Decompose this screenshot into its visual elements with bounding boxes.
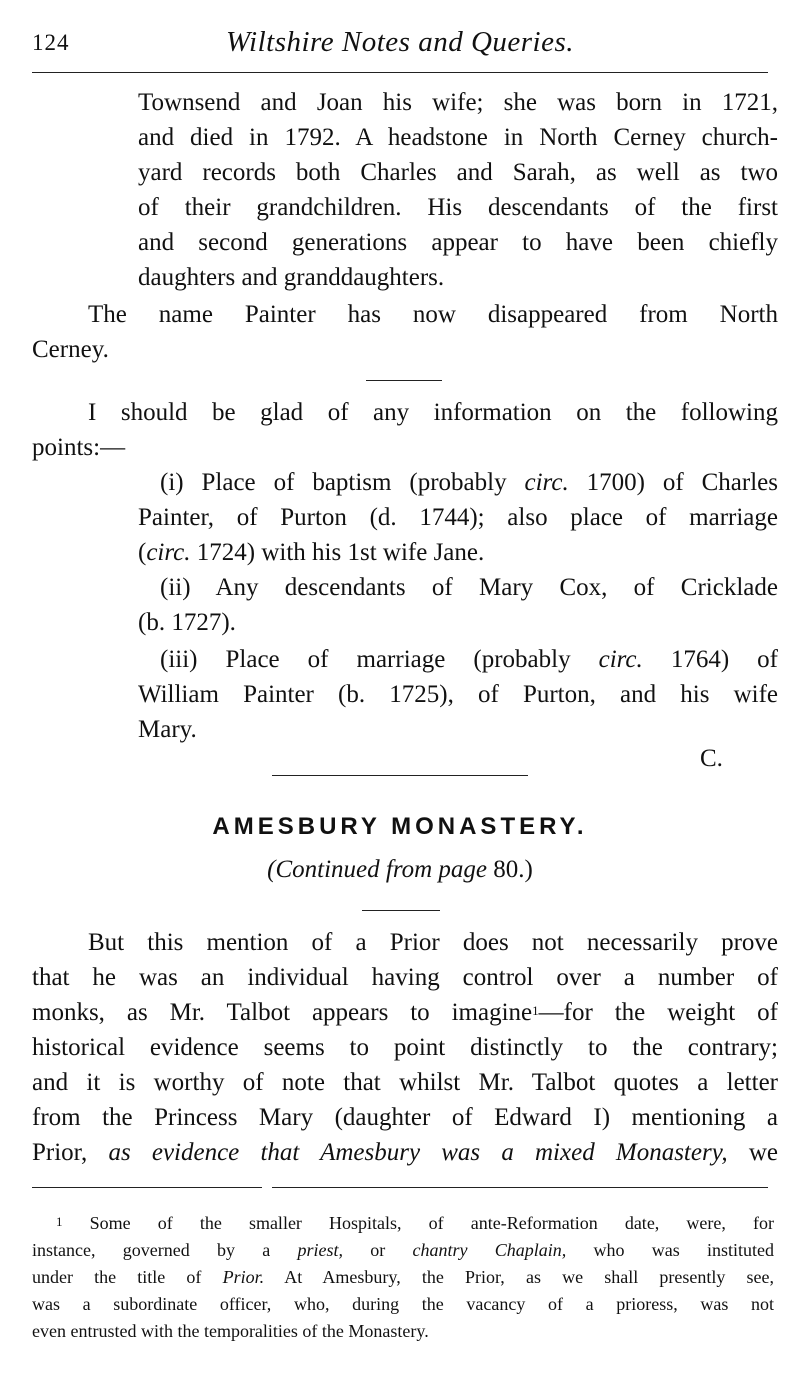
text-span: Prior, (32, 1139, 109, 1166)
text-span: At Amesbury, the Prior, as we shall presently see, (264, 1267, 775, 1287)
text-span: 1724) with his 1st wife Jane. (190, 539, 485, 566)
text-span: or (342, 1240, 413, 1260)
text-span: under the title of (32, 1267, 223, 1287)
text-span: Some of the smaller Hospitals, of ante-Reformation date, were, for (62, 1213, 774, 1233)
body-line: of their grandchildren. His descendants of the first (138, 194, 778, 221)
article-title: AMESBURY MONASTERY. (212, 813, 588, 840)
query-line (160, 468, 778, 498)
body-line: The name Painter has now disappeared from North (88, 301, 778, 328)
italic-span: circ. (598, 646, 643, 673)
body-line: But this mention of a Prior does not necessarily prove (88, 929, 778, 956)
query-line: William Painter (b. 1725), of Purton, and his wife (138, 681, 778, 708)
text-span: (iii) Place of marriage (probably (160, 646, 599, 673)
text-span: 1700) of Charles (568, 469, 778, 496)
text-span: monks, as Mr. Talbot appears to imagine (32, 999, 533, 1026)
body-line: and died in 1792. A headstone in North Cerney church- (138, 124, 778, 151)
query-line: Painter, of Purton (d. 1744); also place of marriage (138, 504, 778, 531)
body-line: daughters and granddaughters. (138, 264, 445, 291)
query-line (160, 645, 778, 675)
header-rule (32, 72, 768, 73)
footnote-line: even entrusted with the temporalities of the Monastery. (32, 1321, 429, 1341)
text-span: instance, governed by a (32, 1240, 298, 1260)
footnote-line (32, 1239, 774, 1262)
italic-span: as evidence that Amesbury was a mixed Monastery, (108, 1139, 728, 1166)
query-line: (b. 1727). (138, 609, 236, 636)
article-subtitle (0, 856, 800, 884)
body-line (32, 1138, 778, 1168)
signature: C. (700, 745, 723, 772)
section-divider (362, 910, 440, 911)
text-span: 1764) of (642, 646, 778, 673)
text-span: (Continued from page (267, 856, 494, 883)
text-span: ( (138, 539, 147, 566)
running-header (32, 22, 768, 62)
body-line: and second generations appear to have been chiefly (138, 229, 778, 256)
footnote-line (32, 1266, 774, 1289)
italic-span: chantry Chaplain, (412, 1240, 567, 1260)
text-span: (i) Place of baptism (probably (160, 469, 525, 496)
section-divider (366, 380, 442, 381)
text-span: who was instituted (566, 1240, 775, 1260)
footnote-rule (272, 1187, 768, 1188)
body-line: yard records both Charles and Sarah, as well as two (138, 159, 778, 186)
query-line: Mary. (138, 716, 197, 743)
body-line: and it is worthy of note that whilst Mr. Talbot quotes a letter (32, 1069, 778, 1096)
body-line: Townsend and Joan his wife; she was born in 1721, (138, 89, 778, 116)
italic-span: priest, (297, 1240, 343, 1260)
running-title: Wiltshire Notes and Queries. (225, 26, 575, 58)
query-line: (ii) Any descendants of Mary Cox, of Cricklade (160, 574, 778, 601)
body-line (32, 998, 778, 1028)
body-line: from the Princess Mary (daughter of Edward I) mentioning a (32, 1104, 778, 1131)
text-span: 80.) (493, 856, 533, 883)
body-line: that he was an individual having control over a number of (32, 964, 778, 991)
text-span: —for the weight of (538, 999, 778, 1026)
footnote-marker: 1 (532, 1003, 539, 1018)
section-divider (272, 775, 528, 776)
query-line (138, 538, 778, 568)
page-number: 124 (32, 30, 70, 55)
footnote-line: was a subordinate officer, who, during the vacancy of a prioress, was not (32, 1294, 774, 1314)
italic-span: circ. (146, 539, 191, 566)
footnote-line (56, 1212, 774, 1235)
body-line: I should be glad of any information on the following (88, 399, 778, 426)
body-line: points:— (32, 434, 126, 461)
body-line: Cerney. (32, 336, 109, 363)
italic-span: Prior. (222, 1267, 265, 1287)
footnote-rule (32, 1187, 262, 1188)
text-span: we (727, 1139, 779, 1166)
italic-span: circ. (524, 469, 569, 496)
body-line: historical evidence seems to point distinctly to the contrary; (32, 1034, 778, 1061)
footnote-marker: 1 (56, 1214, 63, 1229)
